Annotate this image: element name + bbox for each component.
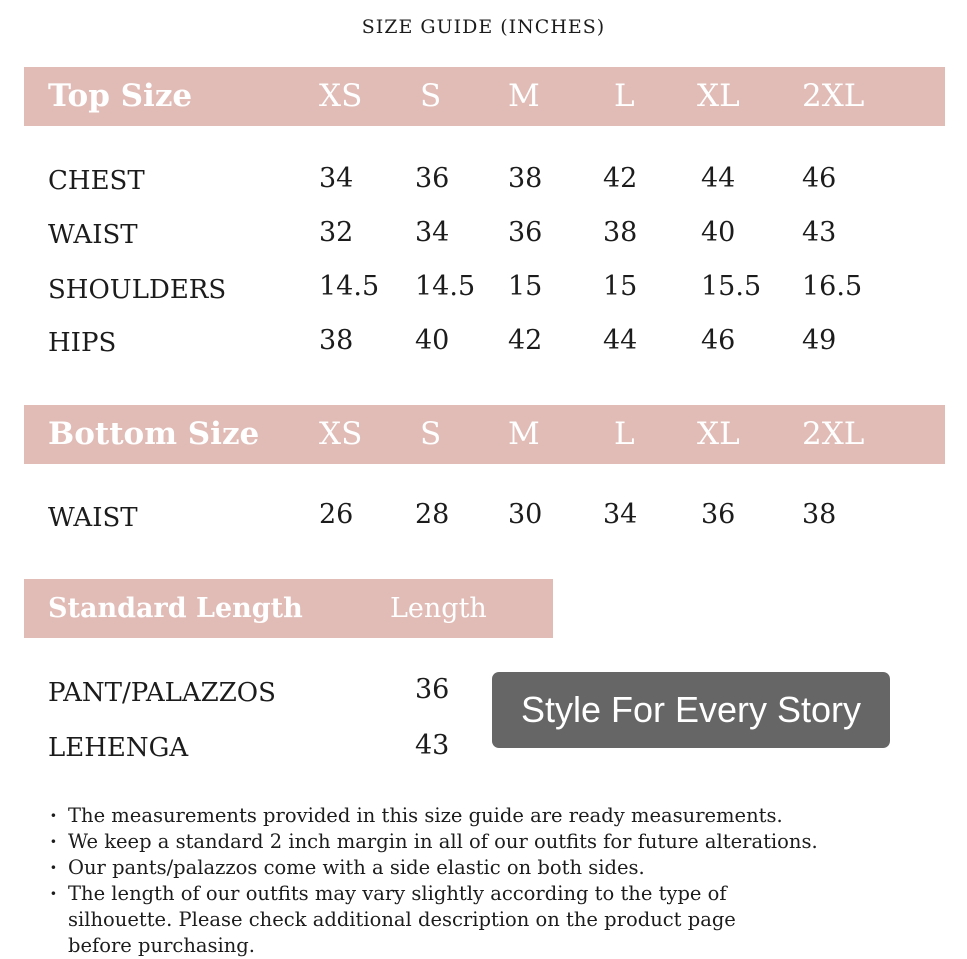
cell: 40 [415, 325, 450, 356]
row-label: HIPS [48, 328, 117, 358]
cell: 44 [603, 325, 638, 356]
cell: 38 [603, 217, 638, 248]
bottom-size-heading: Bottom Size [48, 416, 260, 452]
cell: 43 [415, 730, 450, 761]
bottom-size-header [24, 405, 945, 464]
top-size-heading: Top Size [48, 78, 193, 114]
top-size-col-l: L [614, 78, 635, 114]
row-label: WAIST [48, 503, 138, 533]
cell: 36 [415, 163, 450, 194]
cell: 34 [319, 163, 354, 194]
cell: 38 [508, 163, 543, 194]
cell: 30 [508, 499, 543, 530]
cell: 49 [802, 325, 837, 356]
list-item: · The measurements provided in this size guide are ready measurements. [50, 803, 950, 829]
cell: 15 [603, 271, 638, 302]
bottom-size-col-l: L [614, 416, 635, 452]
page-title: SIZE GUIDE (INCHES) [361, 16, 606, 38]
cell: 36 [415, 674, 450, 705]
cell: 40 [701, 217, 736, 248]
cell: 32 [319, 217, 354, 248]
top-size-col-2xl: 2XL [802, 78, 865, 114]
cell: 36 [508, 217, 543, 248]
cell: 42 [508, 325, 543, 356]
cell: 28 [415, 499, 450, 530]
length-column-heading: Length [390, 593, 487, 624]
cell: 34 [415, 217, 450, 248]
bottom-size-col-2xl: 2XL [802, 416, 865, 452]
top-size-col-xl: XL [697, 78, 740, 114]
row-label: LEHENGA [48, 733, 189, 763]
row-label: SHOULDERS [48, 275, 227, 305]
bottom-size-col-xl: XL [697, 416, 740, 452]
cell: 36 [701, 499, 736, 530]
bottom-size-col-s: S [420, 416, 442, 452]
cell: 44 [701, 163, 736, 194]
cell: 38 [319, 325, 354, 356]
standard-length-header [24, 579, 553, 638]
list-item: · We keep a standard 2 inch margin in all of our outfits for future alterations. [50, 829, 950, 855]
list-item: · The length of our outfits may vary slightly according to the type of silhouette. Please check additional description on the product page before purchasing. [50, 881, 788, 959]
row-label: PANT/PALAZZOS [48, 678, 276, 708]
cell: 15 [508, 271, 543, 302]
cell: 43 [802, 217, 837, 248]
tagline-badge: Style For Every Story [492, 672, 890, 748]
cell: 26 [319, 499, 354, 530]
notes-list [50, 803, 950, 959]
cell: 38 [802, 499, 837, 530]
cell: 16.5 [802, 271, 863, 302]
row-label: CHEST [48, 166, 145, 196]
cell: 14.5 [415, 271, 476, 302]
cell: 14.5 [319, 271, 380, 302]
row-label: WAIST [48, 220, 138, 250]
list-item: · Our pants/palazzos come with a side elastic on both sides. [50, 855, 950, 881]
top-size-col-m: M [508, 78, 540, 114]
bottom-size-col-xs: XS [319, 416, 363, 452]
top-size-col-xs: XS [319, 78, 363, 114]
top-size-col-s: S [420, 78, 442, 114]
cell: 42 [603, 163, 638, 194]
cell: 15.5 [701, 271, 762, 302]
cell: 46 [802, 163, 837, 194]
cell: 34 [603, 499, 638, 530]
cell: 46 [701, 325, 736, 356]
bottom-size-col-m: M [508, 416, 540, 452]
top-size-header [24, 67, 945, 126]
standard-length-heading: Standard Length [48, 593, 303, 624]
